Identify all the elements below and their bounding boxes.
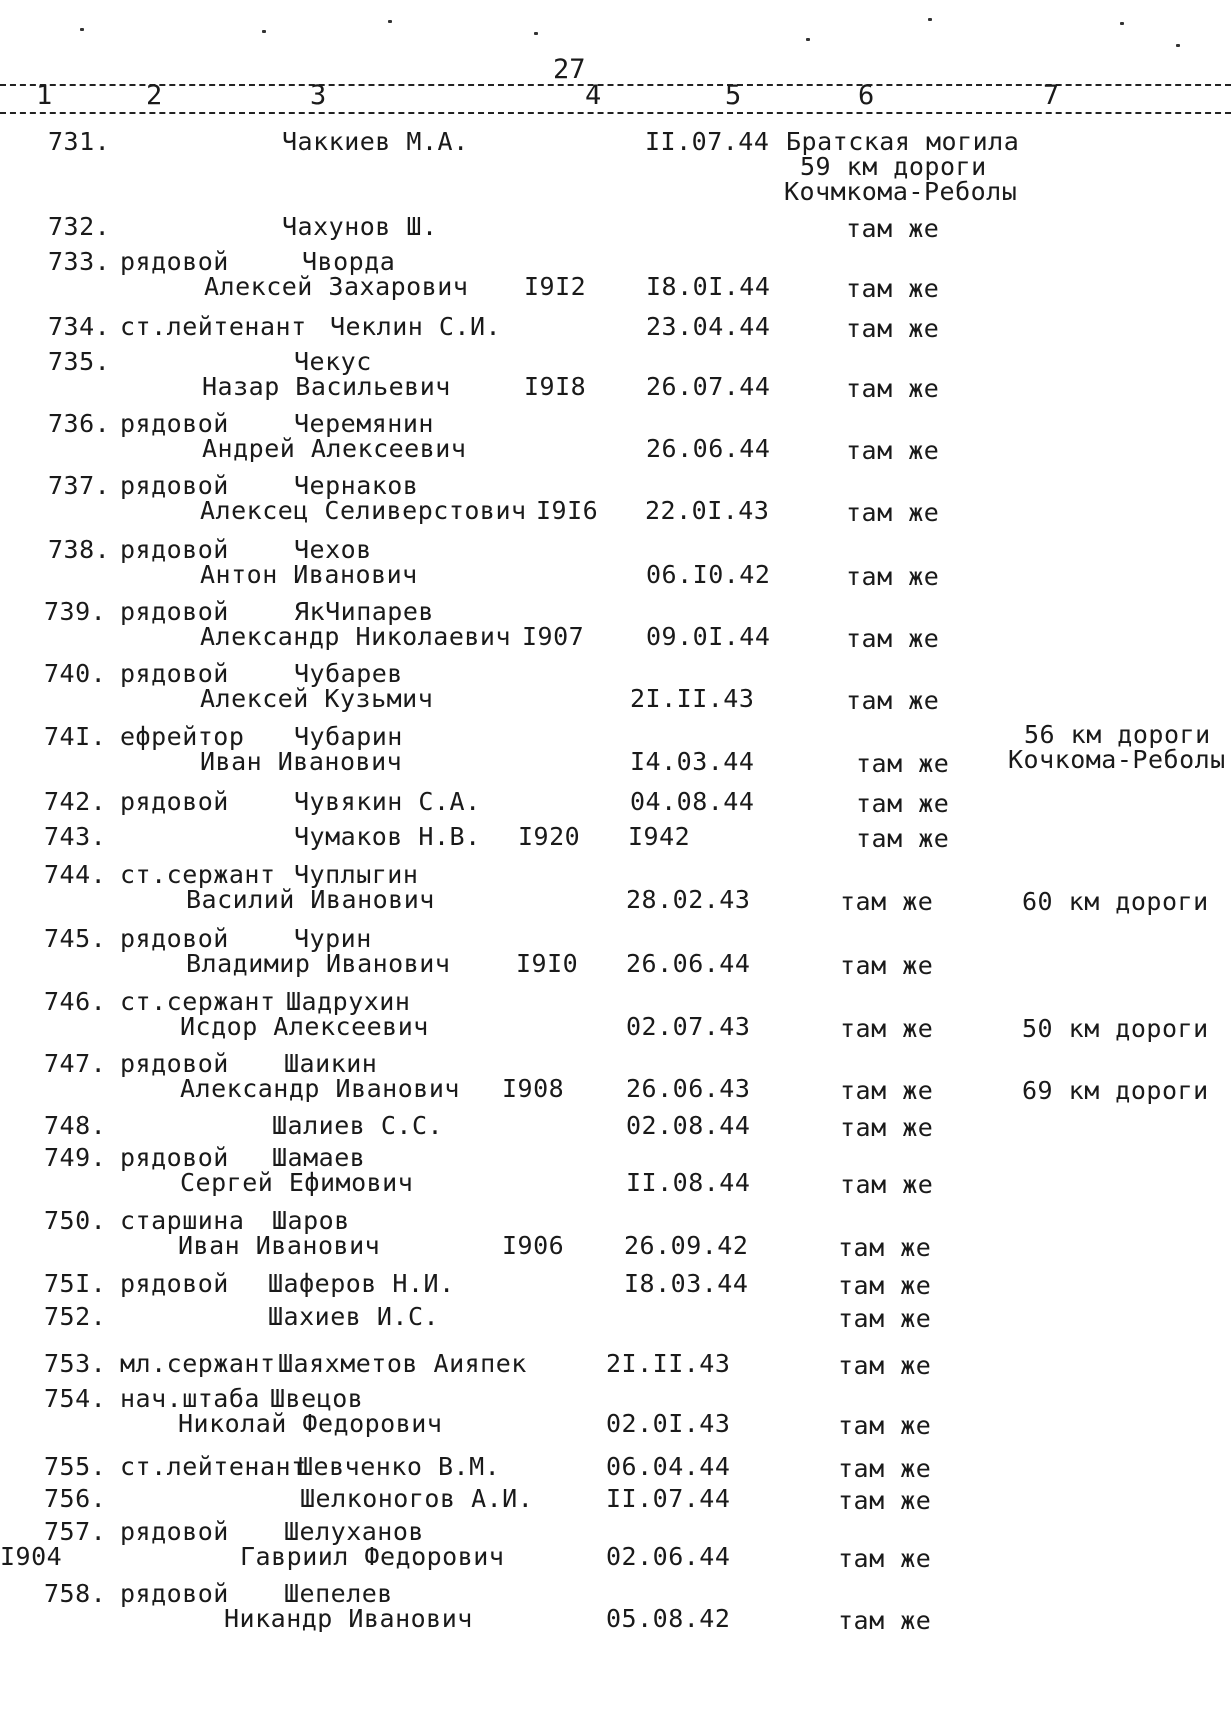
record-rank: мл.сержант bbox=[120, 1349, 276, 1378]
record-note: 56 км дороги bbox=[1024, 720, 1211, 749]
record-number: 732. bbox=[48, 212, 111, 241]
record-death-date: 02.06.44 bbox=[606, 1542, 731, 1571]
record-number: 74I. bbox=[44, 722, 107, 751]
record-burial-place: там же bbox=[840, 1170, 934, 1199]
record-number: 731. bbox=[48, 127, 111, 156]
record-death-date: 22.0I.43 bbox=[645, 496, 770, 525]
record-rank: ст.лейтенант bbox=[120, 312, 307, 341]
ink-speck bbox=[80, 28, 84, 31]
record-death-date: 02.08.44 bbox=[626, 1111, 751, 1140]
record-death-date: I8.03.44 bbox=[624, 1269, 749, 1298]
record-burial-place: там же bbox=[838, 1454, 932, 1483]
record-burial-place: там же bbox=[838, 1606, 932, 1635]
record-death-date: 02.07.43 bbox=[626, 1012, 751, 1041]
record-surname: Чубарев bbox=[294, 659, 403, 688]
record-burial-place: там же bbox=[838, 1411, 932, 1440]
record-given-names: Василий Иванович bbox=[186, 885, 435, 914]
record-burial-place: Братская могила bbox=[786, 127, 1020, 156]
record-birth-year: I920 bbox=[518, 822, 581, 851]
record-birth-year: I9I8 bbox=[524, 372, 587, 401]
record-surname: Чехов bbox=[294, 535, 372, 564]
record-number: 745. bbox=[44, 924, 107, 953]
record-surname: Шаикин bbox=[284, 1049, 378, 1078]
record-given-names: Иван Иванович bbox=[178, 1231, 381, 1260]
record-number: 733. bbox=[48, 247, 111, 276]
record-death-date: 06.I0.42 bbox=[646, 560, 771, 589]
record-death-date: 02.0I.43 bbox=[606, 1409, 731, 1438]
record-death-date: II.08.44 bbox=[626, 1168, 751, 1197]
record-surname: Шелконогов А.И. bbox=[300, 1484, 534, 1513]
record-rank: рядовой bbox=[120, 659, 229, 688]
record-given-names: Алексец Селиверстович bbox=[200, 496, 527, 525]
column-header-7: 7 bbox=[1043, 80, 1060, 111]
column-header-4: 4 bbox=[585, 80, 602, 111]
record-given-names: Владимир Иванович bbox=[186, 949, 451, 978]
record-given-names: Исдор Алексеевич bbox=[180, 1012, 429, 1041]
record-rank: ефрейтор bbox=[120, 722, 245, 751]
record-burial-place: там же bbox=[840, 887, 934, 916]
record-burial-place: там же bbox=[856, 824, 950, 853]
record-burial-place: там же bbox=[846, 214, 940, 243]
record-surname: Чеклин С.И. bbox=[330, 312, 502, 341]
record-number: 757. bbox=[44, 1517, 107, 1546]
record-surname: Черемянин bbox=[294, 409, 434, 438]
record-burial-place-detail: 59 км дороги bbox=[800, 152, 987, 181]
record-note: 69 км дороги bbox=[1022, 1076, 1209, 1105]
record-death-date: 06.04.44 bbox=[606, 1452, 731, 1481]
record-surname: Шамаев bbox=[272, 1143, 366, 1172]
record-surname: Шадрухин bbox=[286, 987, 411, 1016]
record-burial-place: там же bbox=[846, 562, 940, 591]
record-burial-place: там же bbox=[846, 686, 940, 715]
record-birth-year: I9I6 bbox=[536, 496, 599, 525]
record-death-date: 26.06.44 bbox=[626, 949, 751, 978]
record-number: 739. bbox=[44, 597, 107, 626]
record-number: 738. bbox=[48, 535, 111, 564]
record-death-date: 26.06.44 bbox=[646, 434, 771, 463]
record-given-names: Сергей Ефимович bbox=[180, 1168, 414, 1197]
record-given-names: Александр Иванович bbox=[180, 1074, 460, 1103]
record-number: 749. bbox=[44, 1143, 107, 1172]
record-burial-place: там же bbox=[840, 1076, 934, 1105]
record-burial-place: там же bbox=[856, 789, 950, 818]
ink-speck bbox=[806, 38, 810, 41]
record-surname: Чернаков bbox=[294, 471, 419, 500]
record-surname: Чаккиев М.А. bbox=[282, 127, 469, 156]
record-number: 752. bbox=[44, 1302, 107, 1331]
record-burial-place: там же bbox=[838, 1351, 932, 1380]
ink-speck bbox=[1120, 22, 1124, 25]
record-surname: Швецов bbox=[270, 1384, 364, 1413]
record-surname: Чворда bbox=[302, 247, 396, 276]
record-burial-place: там же bbox=[838, 1233, 932, 1262]
record-burial-place: там же bbox=[856, 749, 950, 778]
record-number: 754. bbox=[44, 1384, 107, 1413]
record-number: 750. bbox=[44, 1206, 107, 1235]
record-surname: ЯкЧипарев bbox=[294, 597, 434, 626]
record-burial-place: там же bbox=[840, 1014, 934, 1043]
record-rank: рядовой bbox=[120, 1049, 229, 1078]
record-burial-place-detail: Кочмкома-Реболы bbox=[784, 177, 1018, 206]
column-header-2: 2 bbox=[146, 80, 163, 111]
record-given-names: Николай Федорович bbox=[178, 1409, 443, 1438]
record-burial-place: там же bbox=[838, 1486, 932, 1515]
ink-speck bbox=[1176, 44, 1180, 47]
record-surname: Чахунов Ш. bbox=[282, 212, 438, 241]
record-surname: Шевченко В.М. bbox=[298, 1452, 501, 1481]
record-rank: рядовой bbox=[120, 535, 229, 564]
record-birth-year: I9I0 bbox=[516, 949, 579, 978]
record-number: 740. bbox=[44, 659, 107, 688]
ink-speck bbox=[262, 30, 266, 33]
record-number: 737. bbox=[48, 471, 111, 500]
record-death-date: 28.02.43 bbox=[626, 885, 751, 914]
record-number: 756. bbox=[44, 1484, 107, 1513]
record-burial-place: там же bbox=[840, 951, 934, 980]
record-surname: Чурин bbox=[294, 924, 372, 953]
record-number: 734. bbox=[48, 312, 111, 341]
record-number: 748. bbox=[44, 1111, 107, 1140]
record-burial-place: там же bbox=[846, 498, 940, 527]
record-given-names: Гавриил Федорович bbox=[240, 1542, 505, 1571]
record-number: 743. bbox=[44, 822, 107, 851]
page-number: 27 bbox=[553, 54, 586, 85]
record-death-date: 2I.II.43 bbox=[630, 684, 755, 713]
record-death-date: II.07.44 bbox=[645, 127, 770, 156]
record-surname: Шаферов Н.И. bbox=[268, 1269, 455, 1298]
record-birth-year: I904 bbox=[0, 1542, 63, 1571]
record-rank: рядовой bbox=[120, 1269, 229, 1298]
record-death-date: I4.03.44 bbox=[630, 747, 755, 776]
record-death-date: I942 bbox=[628, 822, 691, 851]
record-surname: Шахиев И.С. bbox=[268, 1302, 440, 1331]
record-number: 746. bbox=[44, 987, 107, 1016]
record-rank: нач.штаба bbox=[120, 1384, 260, 1413]
record-number: 758. bbox=[44, 1579, 107, 1608]
record-burial-place: там же bbox=[838, 1271, 932, 1300]
record-rank: рядовой bbox=[120, 787, 229, 816]
record-number: 75I. bbox=[44, 1269, 107, 1298]
column-header-1: 1 bbox=[36, 80, 53, 111]
column-header-6: 6 bbox=[858, 80, 875, 111]
ink-speck bbox=[534, 32, 538, 35]
record-rank: ст.лейтенант bbox=[120, 1452, 307, 1481]
record-death-date: 26.09.42 bbox=[624, 1231, 749, 1260]
record-death-date: 09.0I.44 bbox=[646, 622, 771, 651]
record-burial-place: там же bbox=[846, 624, 940, 653]
record-surname: Шелуханов bbox=[284, 1517, 424, 1546]
record-surname: Шаяхметов Аияпек bbox=[278, 1349, 527, 1378]
record-surname: Шалиев С.С. bbox=[272, 1111, 444, 1140]
record-given-names: Назар Васильевич bbox=[202, 372, 451, 401]
record-rank: рядовой bbox=[120, 1143, 229, 1172]
record-death-date: 2I.II.43 bbox=[606, 1349, 731, 1378]
record-number: 747. bbox=[44, 1049, 107, 1078]
record-death-date: 26.06.43 bbox=[626, 1074, 751, 1103]
record-rank: рядовой bbox=[120, 597, 229, 626]
record-death-date: 04.08.44 bbox=[630, 787, 755, 816]
record-note: 60 км дороги bbox=[1022, 887, 1209, 916]
record-birth-year: I906 bbox=[502, 1231, 565, 1260]
record-rank: рядовой bbox=[120, 924, 229, 953]
record-death-date: II.07.44 bbox=[606, 1484, 731, 1513]
record-burial-place: там же bbox=[838, 1544, 932, 1573]
ink-speck bbox=[928, 18, 932, 21]
record-birth-year: I908 bbox=[502, 1074, 565, 1103]
record-rank: рядовой bbox=[120, 1579, 229, 1608]
record-surname: Чуплыгин bbox=[294, 860, 419, 889]
record-burial-place: там же bbox=[846, 436, 940, 465]
record-number: 736. bbox=[48, 409, 111, 438]
record-death-date: 05.08.42 bbox=[606, 1604, 731, 1633]
record-surname: Шаров bbox=[272, 1206, 350, 1235]
record-rank: ст.сержант bbox=[120, 987, 276, 1016]
record-rank: рядовой bbox=[120, 409, 229, 438]
record-burial-place: там же bbox=[840, 1113, 934, 1142]
record-rank: старшина bbox=[120, 1206, 245, 1235]
record-rank: рядовой bbox=[120, 247, 229, 276]
record-rank: рядовой bbox=[120, 1517, 229, 1546]
record-given-names: Алексей Кузьмич bbox=[200, 684, 434, 713]
record-number: 742. bbox=[44, 787, 107, 816]
record-rank: рядовой bbox=[120, 471, 229, 500]
record-number: 735. bbox=[48, 347, 111, 376]
record-birth-year: I9I2 bbox=[524, 272, 587, 301]
record-burial-place: там же bbox=[846, 274, 940, 303]
record-birth-year: I907 bbox=[522, 622, 585, 651]
record-burial-place: там же bbox=[846, 314, 940, 343]
record-surname: Чубарин bbox=[294, 722, 403, 751]
record-given-names: Александр Николаевич bbox=[200, 622, 512, 651]
column-header-3: 3 bbox=[310, 80, 327, 111]
record-number: 755. bbox=[44, 1452, 107, 1481]
record-given-names: Никандр Иванович bbox=[224, 1604, 473, 1633]
record-given-names: Антон Иванович bbox=[200, 560, 418, 589]
record-given-names: Иван Иванович bbox=[200, 747, 403, 776]
ink-speck bbox=[388, 20, 392, 23]
record-surname: Чувякин С.А. bbox=[294, 787, 481, 816]
record-burial-place: там же bbox=[846, 374, 940, 403]
record-burial-place: там же bbox=[838, 1304, 932, 1333]
header-bottom-rule bbox=[0, 112, 1231, 114]
column-header-5: 5 bbox=[725, 80, 742, 111]
record-rank: ст.сержант bbox=[120, 860, 276, 889]
record-number: 753. bbox=[44, 1349, 107, 1378]
record-number: 744. bbox=[44, 860, 107, 889]
record-surname: Шепелев bbox=[284, 1579, 393, 1608]
record-death-date: I8.0I.44 bbox=[646, 272, 771, 301]
record-death-date: 26.07.44 bbox=[646, 372, 771, 401]
record-note: Кочкома-Реболы bbox=[1008, 745, 1226, 774]
record-given-names: Андрей Алексеевич bbox=[202, 434, 467, 463]
record-surname: Чекус bbox=[294, 347, 372, 376]
record-death-date: 23.04.44 bbox=[646, 312, 771, 341]
record-note: 50 км дороги bbox=[1022, 1014, 1209, 1043]
record-surname: Чумаков Н.В. bbox=[294, 822, 481, 851]
record-given-names: Алексей Захарович bbox=[204, 272, 469, 301]
